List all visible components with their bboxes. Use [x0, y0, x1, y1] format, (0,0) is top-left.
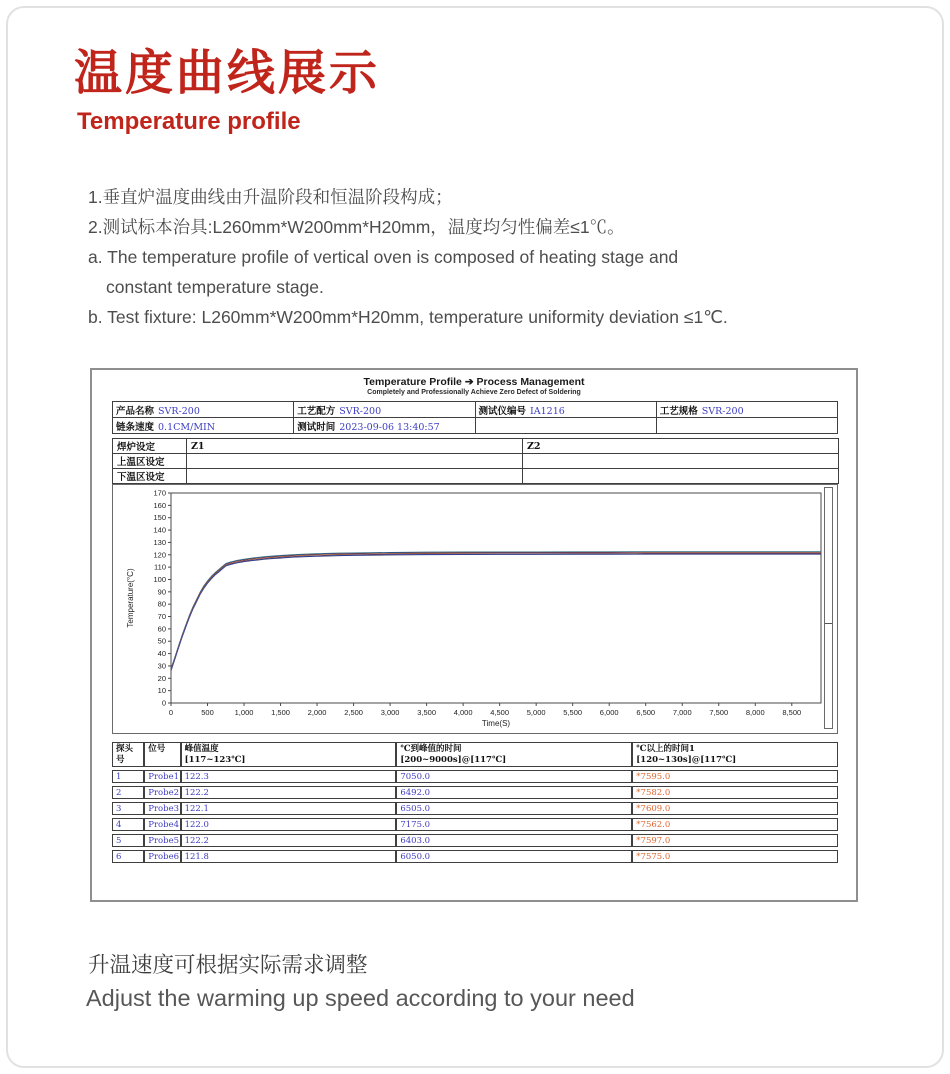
x-tick-label: 500 [201, 708, 214, 717]
intro-line-1: 1.垂直炉温度曲线由升温阶段和恒温阶段构成； [88, 187, 453, 207]
x-tick-label: 1,000 [234, 708, 254, 717]
zone-row [113, 439, 839, 454]
x-tick-label: 4,500 [490, 708, 510, 717]
intro-line-5: b. Test fixture: L260mm*W200mm*H20mm, temperature uniformity deviation ≤1℃. [88, 307, 728, 327]
zone-z1: Z1 [187, 439, 523, 454]
info-value: SVR-200 [158, 405, 200, 417]
y-tick-label: 70 [157, 612, 166, 622]
info-cell [475, 402, 656, 418]
intro-line-2: 2.测试标本治具:L260mm*W200mm*H20mm，温度均匀性偏差≤1℃。 [88, 217, 625, 237]
y-tick-label: 50 [157, 636, 166, 646]
probe-cell-peak: 122.2 [181, 786, 397, 799]
x-tick-label: 3,000 [380, 708, 400, 717]
y-tick-label: 120 [153, 550, 166, 560]
y-tick-label: 170 [153, 488, 166, 498]
y-tick-label: 10 [157, 686, 166, 696]
page-title-en: Temperature profile [77, 108, 301, 135]
probe-cell-time_above: *7562.0 [632, 818, 838, 831]
zone-label: 上温区设定 [113, 454, 187, 469]
temperature-chart-panel [112, 484, 838, 734]
probe-cell-no: 2 [112, 786, 144, 799]
header-time-above: ℃以上的时间1 [120~130s]@[117℃] [632, 742, 838, 767]
info-value: IA1216 [530, 405, 565, 417]
info-row-1 [113, 402, 838, 418]
probe-cell-pos: Probe4 [144, 818, 180, 831]
info-cell [656, 402, 837, 418]
info-row-2 [113, 418, 838, 434]
probe-row [112, 770, 838, 783]
zone-setting-table [112, 438, 839, 484]
probe-cell-time_to_peak: 6492.0 [396, 786, 632, 799]
header-position: 位号 [144, 742, 180, 767]
info-cell [113, 418, 294, 434]
info-value: 0.1CM/MIN [158, 421, 216, 433]
x-axis-label: Time(S) [481, 719, 511, 728]
x-tick-label: 0 [168, 708, 174, 717]
probe-cell-time_above: *7582.0 [632, 786, 838, 799]
probe-row [112, 850, 838, 863]
info-value: SVR-200 [701, 405, 744, 417]
x-tick-label: 2,000 [307, 708, 327, 717]
x-tick-label: 7,000 [672, 708, 692, 717]
info-cell [113, 402, 294, 418]
y-tick-label: 0 [161, 698, 166, 708]
probe-cell-peak: 122.3 [181, 770, 397, 783]
probe-cell-pos: Probe1 [144, 770, 180, 783]
x-tick-label: 5,500 [563, 708, 583, 717]
info-cell [475, 418, 656, 434]
zone-z1 [187, 469, 523, 484]
probe-cell-pos: Probe2 [144, 786, 180, 799]
y-tick-label: 140 [153, 525, 166, 535]
probe-result-table [112, 739, 838, 866]
probe-cell-time_above: *7609.0 [632, 802, 838, 815]
zone-label: 焊炉设定 [113, 439, 187, 454]
header-peak-temp: 峰值温度 [117~123℃] [181, 742, 397, 767]
y-tick-label: 90 [157, 587, 166, 597]
probe-row [112, 802, 838, 815]
x-tick-label: 4,000 [453, 708, 473, 717]
y-tick-label: 60 [157, 624, 166, 634]
zone-row [113, 454, 839, 469]
probe-cell-time_above: *7575.0 [632, 850, 838, 863]
probe-cell-time_to_peak: 6505.0 [396, 802, 632, 815]
zone-z2: Z2 [523, 439, 839, 454]
x-tick-label: 8,500 [782, 708, 802, 717]
page-title-zh: 温度曲线展示 [74, 45, 381, 101]
y-tick-label: 40 [157, 649, 166, 659]
y-tick-label: 80 [157, 599, 166, 609]
probe-cell-time_above: *7595.0 [632, 770, 838, 783]
plot-border [171, 493, 821, 703]
probe-cell-pos: Probe6 [144, 850, 180, 863]
x-tick-label: 7,500 [709, 708, 729, 717]
info-label: 测试时间 [297, 421, 336, 433]
probe-cell-no: 6 [112, 850, 144, 863]
x-tick-label: 1,500 [271, 708, 290, 717]
y-tick-label: 130 [153, 537, 166, 547]
probe-cell-time_to_peak: 6050.0 [396, 850, 632, 863]
x-tick-label: 2,500 [344, 708, 363, 717]
temperature-report-card [90, 368, 858, 902]
probe-cell-peak: 122.1 [181, 802, 397, 815]
intro-line-3: a. The temperature profile of vertical oven is composed of heating stage and [88, 247, 679, 267]
probe-cell-no: 5 [112, 834, 144, 847]
x-tick-label: 6,000 [599, 708, 619, 717]
probe-cell-pos: Probe3 [144, 802, 180, 815]
info-label: 工艺配方 [297, 405, 336, 417]
chart-scrollbar[interactable] [824, 487, 833, 729]
report-info-table [112, 401, 838, 434]
zone-z1 [187, 454, 523, 469]
zone-row [113, 469, 839, 484]
y-tick-label: 150 [153, 513, 166, 523]
probe-header-row [112, 742, 838, 767]
zone-label: 下温区设定 [113, 469, 187, 484]
info-value: 2023-09-06 13:40:57 [339, 421, 440, 433]
probe-cell-pos: Probe5 [144, 834, 180, 847]
info-label: 产品名称 [116, 405, 155, 417]
probe-cell-time_to_peak: 6403.0 [396, 834, 632, 847]
y-axis-label: Temperature(°C) [126, 568, 135, 628]
info-label: 链条速度 [116, 421, 155, 433]
probe-row [112, 834, 838, 847]
probe-cell-time_above: *7597.0 [632, 834, 838, 847]
probe-cell-no: 4 [112, 818, 144, 831]
zone-z2 [523, 469, 839, 484]
info-cell [656, 418, 837, 434]
info-label: 工艺规格 [659, 405, 698, 417]
info-value: SVR-200 [339, 405, 382, 417]
probe-row [112, 818, 838, 831]
info-label: 测试仪编号 [478, 405, 527, 417]
x-tick-label: 3,500 [417, 708, 437, 717]
zone-z2 [523, 454, 839, 469]
x-tick-label: 8,000 [745, 708, 765, 717]
header-probe-no: 探头号 [112, 742, 144, 767]
probe-cell-no: 3 [112, 802, 144, 815]
y-tick-label: 100 [153, 574, 166, 584]
temperature-profile-chart [113, 485, 825, 733]
probe-cell-time_to_peak: 7175.0 [396, 818, 632, 831]
intro-paragraph [88, 182, 728, 332]
probe-cell-peak: 122.2 [181, 834, 397, 847]
scrollbar-tick [825, 623, 832, 624]
header-time-to-peak: ℃到峰值的时间 [200~9000s]@[117℃] [396, 742, 632, 767]
footer-note-zh: 升温速度可根据实际需求调整 [88, 953, 368, 977]
probe-cell-time_to_peak: 7050.0 [396, 770, 632, 783]
probe-cell-peak: 122.0 [181, 818, 397, 831]
intro-line-4: constant temperature stage. [106, 277, 324, 297]
probe-cell-no: 1 [112, 770, 144, 783]
y-tick-label: 110 [154, 562, 166, 572]
probe-row [112, 786, 838, 799]
x-tick-label: 6,500 [636, 708, 656, 717]
info-cell [294, 402, 475, 418]
y-tick-label: 20 [157, 673, 166, 683]
y-tick-label: 30 [157, 661, 166, 671]
y-tick-label: 160 [153, 500, 166, 510]
report-title: Temperature Profile ➔ Process Management [363, 376, 585, 388]
x-tick-label: 5,000 [526, 708, 546, 717]
info-cell [294, 418, 475, 434]
footer-note-en: Adjust the warming up speed according to your need [86, 985, 635, 1011]
report-subtitle: Completely and Professionally Achieve Zero Defect of Soldering [367, 389, 581, 396]
probe-cell-peak: 121.8 [181, 850, 397, 863]
